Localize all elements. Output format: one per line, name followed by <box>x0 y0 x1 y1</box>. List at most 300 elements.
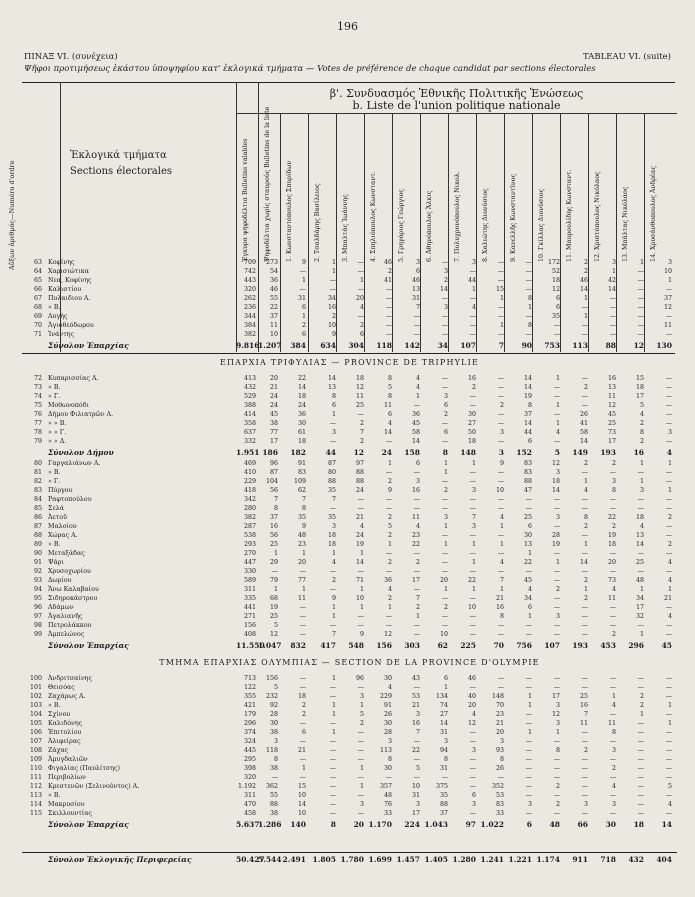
cell: 4 <box>499 514 504 521</box>
cell: 94 <box>439 747 448 754</box>
cell: 25 <box>355 402 364 409</box>
cell: 16 <box>579 702 588 709</box>
row-number: 77 <box>33 420 42 427</box>
cell: 447 <box>243 559 256 566</box>
cell: 1 <box>555 402 560 409</box>
table-row <box>22 258 677 267</box>
cell: 362 <box>265 783 278 790</box>
cell: 50 <box>467 429 476 436</box>
cell: 109 <box>293 478 306 485</box>
cell: 6 <box>443 402 448 409</box>
section-name: Ἐπιτολίου <box>48 729 82 736</box>
cell: 1 <box>583 478 588 485</box>
cell: 38 <box>269 810 278 817</box>
cell: 1 <box>667 487 672 494</box>
cell: 31 <box>439 729 448 736</box>
cell: 1 <box>331 613 336 620</box>
cell: 382 <box>243 331 256 338</box>
cell: — <box>357 313 364 320</box>
cell: 53 <box>495 792 504 799</box>
cell: 22 <box>607 514 616 521</box>
cell: 20 <box>467 702 476 709</box>
cell: — <box>665 384 672 391</box>
cell: 24 <box>381 448 392 457</box>
cell: 10 <box>663 268 672 275</box>
cell: 46 <box>467 675 476 682</box>
cell: 12 <box>663 304 672 311</box>
cell: 40 <box>467 693 476 700</box>
cell: — <box>665 675 672 682</box>
cell: 1 <box>471 286 476 293</box>
cell: 142 <box>404 341 420 350</box>
cell: 3 <box>443 393 448 400</box>
cell: 3 <box>555 469 560 476</box>
cell: 374 <box>243 729 256 736</box>
cell: — <box>329 622 336 629</box>
cell: 14 <box>579 438 588 445</box>
cell: 90 <box>521 341 532 350</box>
cell: — <box>441 613 448 620</box>
cell: — <box>637 313 644 320</box>
cell: 4 <box>387 684 392 691</box>
cell: 1 <box>359 550 364 557</box>
cell: 2 <box>387 478 392 485</box>
cell: 13 <box>607 384 616 391</box>
sections-label-fr: Sections électorales <box>70 166 173 177</box>
cell: 7 <box>331 631 336 638</box>
cell: — <box>665 550 672 557</box>
cell: 3 <box>331 523 336 530</box>
cell: — <box>329 783 336 790</box>
cell: 6 <box>301 331 306 338</box>
section-name: Ἄνω Καλαβαίου <box>48 586 99 593</box>
cell: 5.544 <box>258 855 282 864</box>
table-row <box>22 486 677 495</box>
cell: 21 <box>411 702 420 709</box>
cell: 2 <box>639 420 644 427</box>
row-number: 106 <box>29 729 42 736</box>
cell: — <box>357 411 364 418</box>
cell: — <box>609 810 616 817</box>
cell: 3 <box>555 514 560 521</box>
row-number: 112 <box>29 783 42 790</box>
candidate-header: 7. Πολυχρονόπουλος Νικολ. <box>454 171 461 262</box>
cell: 33 <box>383 810 392 817</box>
cell: 2 <box>639 702 644 709</box>
cell: 1.280 <box>452 855 476 864</box>
cell: 152 <box>516 448 532 457</box>
cell: 56 <box>269 487 278 494</box>
table-row <box>22 630 677 639</box>
cell: 8 <box>527 295 532 302</box>
candidate-header: 9. Κανελλῆς Κωνσταντῖνος <box>510 174 517 262</box>
cell: 122 <box>243 684 256 691</box>
cell: 7 <box>415 595 420 602</box>
cell: 30 <box>467 411 476 418</box>
cell: — <box>497 420 504 427</box>
cell: 36 <box>269 277 278 284</box>
table-row <box>22 303 677 312</box>
cell: 1 <box>331 268 336 275</box>
row-number: 64 <box>33 268 42 275</box>
cell: — <box>665 393 672 400</box>
cell: 193 <box>600 448 616 457</box>
row-number: 105 <box>29 720 42 727</box>
cell: 1 <box>471 586 476 593</box>
cell: — <box>385 438 392 445</box>
cell: 16 <box>495 604 504 611</box>
cell: — <box>385 304 392 311</box>
cell: — <box>581 765 588 772</box>
cell: 2 <box>583 259 588 266</box>
cell: 287 <box>243 523 256 530</box>
cell: 1 <box>443 460 448 467</box>
cell: — <box>385 322 392 329</box>
cell: 12 <box>269 631 278 638</box>
cell: 9 <box>359 631 364 638</box>
cell: 5 <box>273 622 278 629</box>
cell: 7 <box>331 496 336 503</box>
candidate-header: 2. Τσαλδάρης Βασίλειος <box>314 183 321 262</box>
cell: 1 <box>611 693 616 700</box>
cell: 1 <box>499 322 504 329</box>
cell: — <box>413 313 420 320</box>
table-row <box>22 719 677 728</box>
cell: 2 <box>443 411 448 418</box>
cell: — <box>665 420 672 427</box>
cell: 1 <box>387 604 392 611</box>
cell: — <box>525 568 532 575</box>
cell: 8 <box>527 402 532 409</box>
cell: 3 <box>611 801 616 808</box>
cell: 17 <box>269 438 278 445</box>
cell: 408 <box>243 631 256 638</box>
cell: 335 <box>243 595 256 602</box>
cell: 44 <box>523 429 532 436</box>
cell: 3 <box>527 801 532 808</box>
cell: — <box>299 286 306 293</box>
cell: 3 <box>415 801 420 808</box>
section-name: Φιγαλίας (Παυλίτσης) <box>48 765 120 772</box>
total-row <box>22 639 677 652</box>
candidate-header: 11. Μαυρουλίδης Κωνσταντ. <box>566 169 573 262</box>
cell: 4 <box>471 711 476 718</box>
cell: 5 <box>667 783 672 790</box>
cell: 2 <box>443 277 448 284</box>
section-name: » Β. <box>48 541 61 548</box>
cell: — <box>299 622 306 629</box>
province-heading: ΕΠΑΡΧΙΑ ΤΡΙΦΥΛΙΑΣ — PROVINCE DE TRIPHYLIE <box>219 358 480 367</box>
cell: — <box>357 792 364 799</box>
cell: — <box>609 756 616 763</box>
cell: 4 <box>415 523 420 530</box>
cell: 16 <box>633 448 644 457</box>
section-name: Αυγής <box>48 313 68 320</box>
cell: 11 <box>297 595 306 602</box>
cell: 1 <box>331 711 336 718</box>
cell: 224 <box>404 820 420 829</box>
row-number: 68 <box>33 304 42 311</box>
cell: 66 <box>577 820 588 829</box>
row-number: 92 <box>33 568 42 575</box>
cell: 3 <box>331 429 336 436</box>
table-row <box>22 567 677 576</box>
cell: — <box>299 756 306 763</box>
cell: — <box>385 613 392 620</box>
cell: 8 <box>611 487 616 494</box>
cell: 548 <box>348 641 364 650</box>
cell: 24 <box>297 402 306 409</box>
cell: 4 <box>387 586 392 593</box>
cell: 311 <box>243 792 256 799</box>
cell: 33 <box>495 810 504 817</box>
cell: — <box>441 559 448 566</box>
cell: 7 <box>498 341 504 350</box>
cell: 8 <box>583 514 588 521</box>
cell: 14 <box>551 487 560 494</box>
cell: — <box>469 322 476 329</box>
cell: — <box>413 469 420 476</box>
cell: 19 <box>269 604 278 611</box>
cell: 911 <box>572 855 588 864</box>
cell: 11 <box>607 720 616 727</box>
cell: 25 <box>579 693 588 700</box>
cell: — <box>553 496 560 503</box>
cell: 388 <box>243 402 256 409</box>
cell: 2 <box>443 604 448 611</box>
cell: — <box>469 622 476 629</box>
cell: 36 <box>383 577 392 584</box>
row-number: 79 <box>33 438 42 445</box>
section-name: » » Γ. <box>48 429 67 436</box>
cell: 22 <box>467 577 476 584</box>
cell: 3 <box>273 738 278 745</box>
cell: 156 <box>265 675 278 682</box>
cell: 3 <box>499 738 504 745</box>
cell: 1.022 <box>480 820 504 829</box>
cell: — <box>665 738 672 745</box>
cell: 31 <box>297 295 306 302</box>
cell: 37 <box>269 514 278 521</box>
cell: 1 <box>359 277 364 284</box>
cell: 11 <box>579 720 588 727</box>
cell: 4 <box>499 559 504 566</box>
section-name: Περιβολίων <box>48 774 86 781</box>
cell: — <box>469 631 476 638</box>
table-row <box>22 401 677 410</box>
cell: — <box>385 331 392 338</box>
cell: 8 <box>639 429 644 436</box>
cell: 1 <box>301 550 306 557</box>
table-row <box>22 692 677 701</box>
cell: 6 <box>301 729 306 736</box>
cell: — <box>609 675 616 682</box>
cell: 172 <box>547 259 560 266</box>
cell: — <box>413 756 420 763</box>
cell: — <box>553 622 560 629</box>
section-name: Πετρολάκκου <box>48 622 92 629</box>
cell: — <box>665 631 672 638</box>
cell: 21 <box>269 384 278 391</box>
cell: — <box>497 304 504 311</box>
cell: — <box>525 631 532 638</box>
cell: 2 <box>359 420 364 427</box>
cell: 6 <box>415 268 420 275</box>
table-row <box>22 558 677 567</box>
section-name: Ἀετοῦ <box>48 514 67 521</box>
cell: 304 <box>348 341 364 350</box>
cell: 7 <box>583 711 588 718</box>
section-name: Καλιστίου <box>48 286 82 293</box>
cell: 20 <box>607 559 616 566</box>
cell: 11 <box>269 322 278 329</box>
table-row <box>22 428 677 437</box>
cell: 1 <box>415 393 420 400</box>
table-row <box>22 267 677 276</box>
cell: 4 <box>527 586 532 593</box>
cell: 637 <box>243 429 256 436</box>
section-name: Ψάρι <box>48 559 64 566</box>
cell: 3 <box>499 429 504 436</box>
cell: 30 <box>269 720 278 727</box>
cell: — <box>581 783 588 790</box>
section-name: Ἀμπελώνος <box>48 631 85 638</box>
table-row <box>22 800 677 809</box>
cell: 88 <box>605 341 616 350</box>
cell: — <box>357 286 364 293</box>
cell: — <box>665 684 672 691</box>
cell: 35 <box>327 514 336 521</box>
section-name: Μεταξάδας <box>48 550 85 557</box>
cell: 15 <box>495 286 504 293</box>
cell: 55 <box>269 792 278 799</box>
cell: — <box>525 496 532 503</box>
cell: 91 <box>383 702 392 709</box>
cell: 1.405 <box>424 855 448 864</box>
cell: 73 <box>607 429 616 436</box>
province-heading: ΤΜΗΜΑ ΕΠΑΡΧΙΑΣ ΟΛΥΜΠΙΑΣ — SECTION DE LA PROVINCE D'OLYMPIE <box>159 658 540 667</box>
cell: 22 <box>411 541 420 548</box>
cell: 25 <box>607 420 616 427</box>
cell: 2 <box>583 268 588 275</box>
cell: 3 <box>443 304 448 311</box>
cell: 2 <box>583 384 588 391</box>
cell: — <box>469 810 476 817</box>
cell: 47 <box>523 487 532 494</box>
cell: — <box>469 469 476 476</box>
cell: — <box>357 568 364 575</box>
cell: 18 <box>551 277 560 284</box>
cell: 1 <box>443 541 448 548</box>
cell: — <box>385 774 392 781</box>
cell: — <box>497 411 504 418</box>
cell: — <box>637 496 644 503</box>
cell: 30 <box>383 675 392 682</box>
cell: 1.170 <box>368 820 392 829</box>
cell: 87 <box>327 460 336 467</box>
cell: — <box>525 810 532 817</box>
cell: 2 <box>387 559 392 566</box>
cell: 441 <box>243 604 256 611</box>
cell: — <box>637 765 644 772</box>
cell: 4 <box>611 783 616 790</box>
cell: 30 <box>523 532 532 539</box>
cell: — <box>441 384 448 391</box>
cell: 31 <box>411 792 420 799</box>
cell: — <box>665 747 672 754</box>
cell: — <box>413 322 420 329</box>
cell: — <box>469 765 476 772</box>
cell: — <box>553 438 560 445</box>
cell: 9 <box>301 523 306 530</box>
cell: 10 <box>467 604 476 611</box>
cell: 46 <box>579 277 588 284</box>
cell: 1 <box>583 586 588 593</box>
cell: 1 <box>359 702 364 709</box>
cell: 4 <box>611 702 616 709</box>
cell: — <box>413 586 420 593</box>
row-number: 110 <box>29 765 42 772</box>
candidate-header: 6. Ἀθηνόπουλος Ἄλκις <box>426 190 433 262</box>
cell: 1 <box>639 259 644 266</box>
cell: 83 <box>297 469 306 476</box>
row-number: 87 <box>33 523 42 530</box>
cell: — <box>497 393 504 400</box>
row-number: 104 <box>29 711 42 718</box>
cell: 158 <box>404 448 420 457</box>
cell: — <box>581 304 588 311</box>
cell: — <box>385 313 392 320</box>
cell: — <box>637 738 644 745</box>
cell: 2.491 <box>282 855 306 864</box>
section-name: » Β. <box>48 384 61 391</box>
cell: 18 <box>327 541 336 548</box>
cell: 10 <box>269 331 278 338</box>
cell: — <box>581 375 588 382</box>
table-row <box>22 621 677 630</box>
cell: 68 <box>269 595 278 602</box>
table-row <box>22 477 677 486</box>
cell: 46 <box>269 286 278 293</box>
cell: 21 <box>495 595 504 602</box>
cell: 384 <box>290 341 306 350</box>
total-row <box>22 818 677 831</box>
cell: 25 <box>523 514 532 521</box>
cell: — <box>665 810 672 817</box>
cell: — <box>553 523 560 530</box>
cell: — <box>609 304 616 311</box>
cell: 10 <box>411 783 420 790</box>
group-title-el: β'. Συνδυασμός Ἐθνικῆς Πολιτικῆς Ἑνώσεως <box>329 87 584 100</box>
cell: 9 <box>331 595 336 602</box>
cell: 1 <box>273 586 278 593</box>
cell: — <box>553 765 560 772</box>
cell: — <box>497 550 504 557</box>
cell: 2 <box>359 438 364 445</box>
cell: — <box>581 613 588 620</box>
cell: — <box>385 469 392 476</box>
cell: 413 <box>243 375 256 382</box>
row-number: 98 <box>33 622 42 629</box>
cell: 6 <box>471 792 476 799</box>
row-number: 70 <box>33 322 42 329</box>
cell: — <box>413 505 420 512</box>
cell: — <box>665 469 672 476</box>
table-row <box>22 294 677 303</box>
row-number: 72 <box>33 375 42 382</box>
cell: 5 <box>639 402 644 409</box>
table-row <box>22 549 677 558</box>
